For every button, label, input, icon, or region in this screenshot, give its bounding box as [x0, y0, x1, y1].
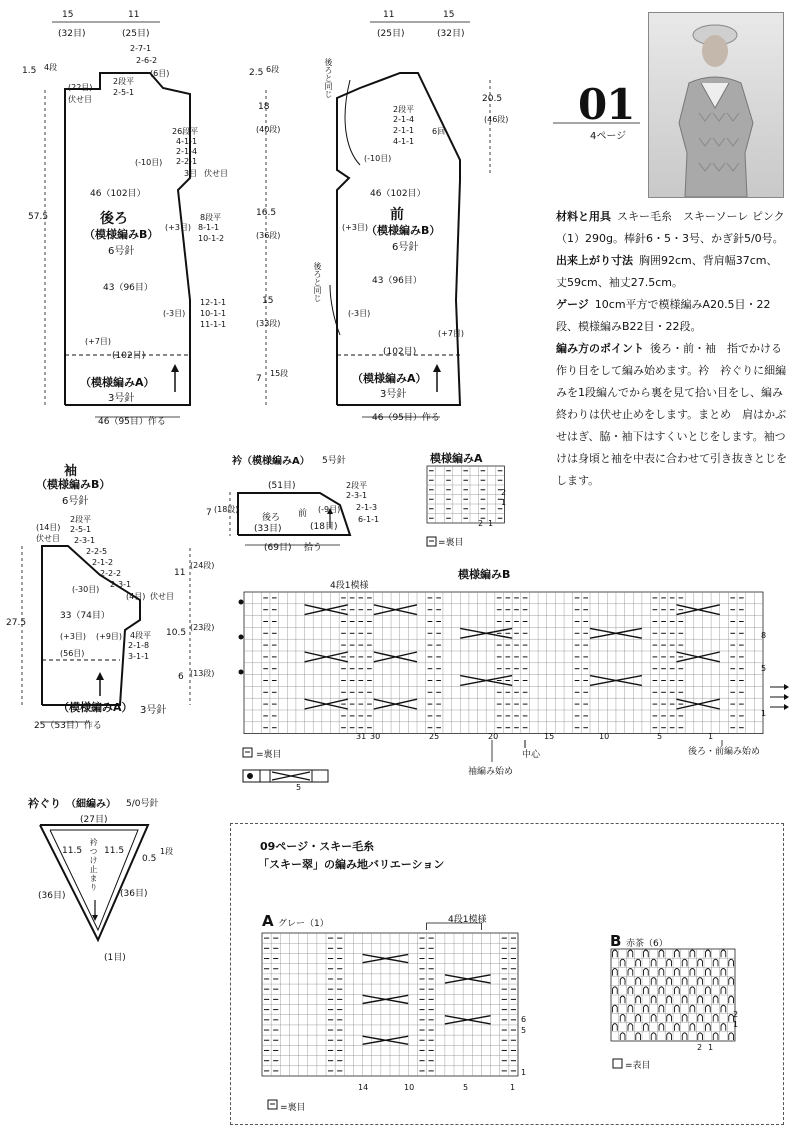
- front-top-dim-4: (32目): [437, 29, 465, 39]
- points-row: [556, 338, 788, 492]
- chart-b-repeat: 4段1模様: [330, 581, 369, 591]
- pattern-number: 01: [578, 80, 635, 129]
- model-silhouette: [649, 13, 783, 197]
- chart-b-center: 中心: [522, 750, 541, 760]
- chart-b-row-8: 8: [761, 631, 767, 640]
- front-neck-dec-5: 6回: [432, 127, 446, 136]
- sleeve-right-dim-4: (23段): [190, 623, 215, 632]
- variation-a-col-10: 10: [404, 1083, 415, 1092]
- collar-dec-1: 2段平: [346, 481, 368, 490]
- collar-width-bottom: (69目): [264, 543, 292, 553]
- variation-b-col-2: 2: [697, 1043, 703, 1052]
- pattern-info: [556, 206, 788, 492]
- variation-a-col-1: 1: [510, 1083, 516, 1092]
- back-top-dim-1: 15: [62, 10, 74, 20]
- chart-b-col-31: 31: [356, 732, 367, 741]
- chart-b-col-10: 10: [599, 732, 610, 741]
- front-same-as-back-2: 後ろと同じ: [313, 262, 322, 302]
- back-left-dim-2: 4段: [44, 63, 58, 72]
- variation-b-row-1: 1: [733, 1020, 739, 1029]
- sleeve-cap-8: 2-2-2: [100, 569, 122, 578]
- variation-title-2: 「スキー翠」の編み地バリエーション: [258, 858, 445, 871]
- sleeve-label-cap: (-30目): [72, 585, 100, 594]
- chart-b-col-5: 5: [657, 732, 663, 741]
- sleeve-right-dim-6: (13段): [190, 669, 215, 678]
- chart-a-col-1: 1: [488, 519, 494, 528]
- front-right-dim-2: (46段): [484, 115, 509, 124]
- points-label: 編み方のポイント: [556, 342, 644, 355]
- collar-height-rows: (18段): [214, 505, 239, 514]
- chart-b-title: 模様編みB: [458, 568, 511, 581]
- back-label-hem-count: (102目): [112, 351, 146, 361]
- front-bottom: 46（95目）作る: [372, 413, 440, 423]
- materials-text: スキー毛糸 スキーソーレ ピンク（1）290g。棒針6・5・3号、かぎ針5/0号。: [556, 210, 785, 245]
- sleeve-cap-4: 2-5-1: [70, 525, 92, 534]
- page-reference: 4ページ: [590, 131, 627, 142]
- back-arm-dec-2: 4-1-1: [176, 137, 198, 146]
- back-bottom: 46（95目）作る: [98, 417, 166, 427]
- chart-b-legend: =裏目: [256, 750, 282, 760]
- size-text: 胸囲92cm、背肩幅37cm、丈59cm、袖丈27.5cm。: [556, 254, 778, 289]
- back-hem-label: （模様編みA）: [80, 376, 155, 389]
- collar-dec-2: 2-3-1: [346, 491, 368, 500]
- sleeve-bottom: 25（53目）作る: [34, 721, 102, 731]
- front-pattern: （模様編みB）: [366, 224, 441, 237]
- front-hem-label: （模様編みA）: [352, 372, 427, 385]
- front-neck-dec-1: 2段平: [393, 105, 415, 114]
- chart-b-sym-label: 5: [296, 783, 302, 792]
- neckline-side-3: (36目): [38, 891, 66, 901]
- back-side-dec-2: 10-1-1: [200, 309, 227, 318]
- chart-b-col-30: 30: [370, 732, 381, 741]
- back-arm-dec-6: 伏せ目: [204, 169, 228, 178]
- neckline-needle: 5/0号針: [126, 799, 159, 809]
- front-label-hem-inc: (+7目): [438, 329, 465, 338]
- neckline-depth: 0.5: [142, 854, 157, 864]
- variation-b-legend: =表目: [625, 1061, 651, 1071]
- sleeve-label-inc-b: (+9目): [96, 632, 123, 641]
- chart-b-sleeve-start: 袖編み始め: [468, 767, 514, 777]
- sleeve-inc-1: 4段平: [130, 631, 152, 640]
- chart-a-title: 模様編みA: [430, 452, 483, 465]
- front-label-hem-count: (102目): [383, 347, 417, 357]
- neckline-title: 衿ぐり: [28, 797, 61, 810]
- sleeve-inc-2: 2-1-8: [128, 641, 150, 650]
- gauge-row: [556, 294, 788, 338]
- collar-height: 7: [206, 508, 212, 518]
- front-label-inc: (+3目): [342, 223, 369, 232]
- front-neck-dec-3: 2-1-1: [393, 126, 415, 135]
- gauge-label: ゲージ: [556, 298, 589, 311]
- back-shoulder-dec-3: (6目): [150, 69, 170, 78]
- variation-b-col-1: 1: [708, 1043, 714, 1052]
- back-pattern: （模様編みB）: [84, 228, 159, 241]
- back-arm-dec-4: 2-2-1: [176, 157, 198, 166]
- front-top-dim-3: 15: [443, 10, 455, 20]
- back-shoulder-dec-1: 2-7-1: [130, 44, 152, 53]
- back-arm-dec-5: 3目: [184, 169, 198, 178]
- collar-back-count: (33目): [254, 524, 282, 534]
- sleeve-cap-1: (14目): [36, 523, 61, 532]
- collar-front-count: (18目): [310, 522, 338, 532]
- front-left-dim-1: 2.5: [249, 68, 264, 78]
- sleeve-inc-3: 3-1-1: [128, 652, 150, 661]
- collar-dec-3: 2-1-3: [356, 503, 378, 512]
- sleeve-cap-2: 伏せ目: [36, 534, 60, 543]
- variation-a-row-5: 5: [521, 1026, 527, 1035]
- front-hem-needle: 3号針: [380, 389, 407, 400]
- back-hem-needle: 3号針: [108, 393, 135, 404]
- back-side-inc-1: 8段平: [200, 213, 222, 222]
- variation-a-letter: A: [262, 912, 274, 930]
- sleeve-label-width: 33（74目）: [60, 611, 110, 621]
- front-left-dim-3: 18: [258, 102, 270, 112]
- front-left-dim-6: (36段): [256, 231, 281, 240]
- sleeve-cap-10: (4目): [126, 592, 146, 601]
- front-left-dim-7: 15: [262, 296, 274, 306]
- front-label-chest: 46（102目）: [370, 189, 426, 199]
- back-label-dec: (-3目): [163, 309, 186, 318]
- variation-b-color: 赤茶（6）: [626, 939, 668, 949]
- back-side-inc-2: 8-1-1: [198, 223, 220, 232]
- back-top-dim-3: 11: [128, 10, 140, 20]
- front-label-armhole: (-10目): [364, 154, 392, 163]
- materials-row: [556, 206, 788, 250]
- sleeve-hem-label: （模様編みA）: [58, 701, 133, 714]
- back-arm-dec-3: 2-1-4: [176, 147, 198, 156]
- variation-b-row-2: 2: [733, 1010, 739, 1019]
- front-neck-dec-4: 4-1-1: [393, 137, 415, 146]
- chart-a-row-2: 2: [501, 488, 507, 497]
- front-left-dim-10: 15段: [270, 369, 289, 378]
- chart-b-col-15: 15: [544, 732, 555, 741]
- back-neck-dec-2: 2-5-1: [113, 88, 135, 97]
- variation-b-letter: B: [610, 932, 622, 950]
- neckline-sub: （細編み）: [66, 799, 116, 810]
- materials-label: 材料と用具: [556, 210, 611, 223]
- back-neck-bind-2: 伏せ目: [68, 95, 92, 104]
- front-left-dim-5: 16.5: [256, 208, 277, 218]
- collar-title: 衿（模様編みA）: [232, 456, 310, 467]
- collar-width-top: (51目): [268, 481, 296, 491]
- collar-minus: (-9目): [318, 505, 341, 514]
- variation-a-repeat: 4段1模様: [448, 915, 487, 925]
- sleeve-cap-7: 2-1-2: [92, 558, 114, 567]
- neckline-bottom: (1目): [104, 953, 126, 963]
- front-left-dim-9: 7: [256, 374, 262, 384]
- back-left-dim-1: 1.5: [22, 66, 37, 76]
- size-row: [556, 250, 788, 294]
- chart-b-row-5: 5: [761, 664, 767, 673]
- back-title: 後ろ: [100, 211, 128, 227]
- sleeve-cap-3: 2段平: [70, 515, 92, 524]
- chart-a-grid: [427, 466, 507, 523]
- front-top-dim-1: 11: [383, 10, 395, 20]
- back-side-inc-3: 10-1-2: [198, 234, 225, 243]
- neckline-side-4: (36目): [120, 889, 148, 899]
- back-left-dim-3: 57.5: [28, 212, 49, 222]
- chart-b-grid: [239, 592, 790, 762]
- front-same-as-back-1: 後ろと同じ: [324, 58, 333, 98]
- sleeve-needle: 6号針: [62, 496, 89, 507]
- front-left-dim-8: (33段): [256, 319, 281, 328]
- sleeve-label-inc-a: (+3目): [60, 632, 87, 641]
- chart-b-col-1: 1: [708, 732, 714, 741]
- collar-dec-4: 6-1-1: [358, 515, 380, 524]
- sleeve-outline: [42, 546, 140, 705]
- back-side-dec-1: 12-1-1: [200, 298, 227, 307]
- chart-b-body-start: 後ろ・前編み始め: [688, 747, 761, 757]
- back-top-dim-4: (25目): [122, 29, 150, 39]
- back-label-armhole: (-10目): [135, 158, 163, 167]
- back-neck-dec-1: 2段平: [113, 77, 135, 86]
- front-right-dim-1: 20.5: [482, 94, 503, 104]
- back-arm-dec-1: 26段平: [172, 127, 199, 136]
- sleeve-right-dim-2: (24段): [190, 561, 215, 570]
- back-label-inc: (+3目): [165, 223, 192, 232]
- front-label-dec: (-3目): [348, 309, 371, 318]
- sleeve-right-dim-5: 6: [178, 672, 184, 682]
- back-label-chest: 46（102目）: [90, 189, 146, 199]
- sleeve-cap-5: 2-3-1: [74, 536, 96, 545]
- variation-a-col-5: 5: [463, 1083, 469, 1092]
- chart-b-row-1: 1: [761, 709, 767, 718]
- back-needle: 6号針: [108, 246, 135, 257]
- size-label: 出来上がり寸法: [556, 254, 633, 267]
- sleeve-cap-9: 2-3-1: [110, 580, 132, 589]
- sleeve-right-dim-3: 10.5: [166, 628, 187, 638]
- sleeve-pattern: （模様編みB）: [36, 478, 111, 491]
- front-label-waist: 43（96目）: [372, 276, 422, 286]
- front-top-dim-2: (25目): [377, 29, 405, 39]
- chart-a-row-1: 1: [501, 498, 507, 507]
- back-label-waist: 43（96目）: [103, 283, 153, 293]
- sleeve-left-dim: 27.5: [6, 618, 27, 628]
- variation-a-row-1: 1: [521, 1068, 527, 1077]
- variation-a-col-14: 14: [358, 1083, 369, 1092]
- sleeve-cap-11: 伏せ目: [150, 592, 174, 601]
- sleeve-title: 袖: [64, 464, 78, 479]
- back-shoulder-dec-2: 2-6-2: [136, 56, 158, 65]
- sleeve-right-dim-1: 11: [174, 568, 186, 578]
- sleeve-hem-needle: 3号針: [140, 705, 167, 716]
- collar-front-label: 前: [298, 509, 308, 519]
- points-text: 後ろ・前・袖 指でかける作り目をして編み始めます。衿 衿ぐりに細編みを1段編んでから裏を見て拾い目をし、編み終わりは伏せ止めをします。まとめ 肩はかぶせはぎ、脇・袖下はすくいとじをします。袖つけは身頃と袖を中表に合わせて引き抜きとじをします。: [556, 342, 787, 487]
- variation-a-row-6: 6: [521, 1015, 527, 1024]
- collar-pick: 拾う: [304, 543, 323, 553]
- neckline-depth-rows: 1段: [160, 847, 174, 856]
- back-neck-bind-1: (22目): [68, 83, 93, 92]
- gauge-text: 10cm平方で模様編みA20.5目・22段、模様編みB22目・22段。: [556, 298, 771, 333]
- chart-b-col-25: 25: [429, 732, 440, 741]
- neckline-side-2: 11.5: [104, 846, 125, 856]
- sleeve-cap-6: 2-2-5: [86, 547, 108, 556]
- chart-b-col-20: 20: [488, 732, 499, 741]
- dimension-lines: [22, 22, 640, 722]
- variation-a-legend: =裏目: [280, 1103, 306, 1113]
- collar-needle: 5号針: [322, 456, 346, 466]
- neckline-side-1: 11.5: [62, 846, 83, 856]
- front-title: 前: [390, 207, 404, 223]
- back-top-dim-2: (32目): [58, 29, 86, 39]
- variation-a-color: グレー（1）: [278, 919, 329, 929]
- chart-a-legend: =裏目: [438, 538, 464, 548]
- neckline-top: (27目): [80, 815, 108, 825]
- model-photo: [648, 12, 784, 198]
- neckline-center: 衿つけ止まり: [89, 838, 98, 892]
- front-left-dim-2: 6段: [266, 65, 280, 74]
- back-label-hem-inc: (+7目): [85, 337, 112, 346]
- front-neck-dec-2: 2-1-4: [393, 115, 415, 124]
- chart-a-col-2: 2: [478, 519, 484, 528]
- sleeve-label-cuff: (56目): [60, 649, 85, 658]
- front-left-dim-4: (40段): [256, 125, 281, 134]
- back-side-dec-3: 11-1-1: [200, 320, 227, 329]
- collar-back-label: 後ろ: [262, 513, 281, 523]
- variation-title-1: 09ページ・スキー毛糸: [260, 840, 375, 853]
- front-needle: 6号針: [392, 242, 419, 253]
